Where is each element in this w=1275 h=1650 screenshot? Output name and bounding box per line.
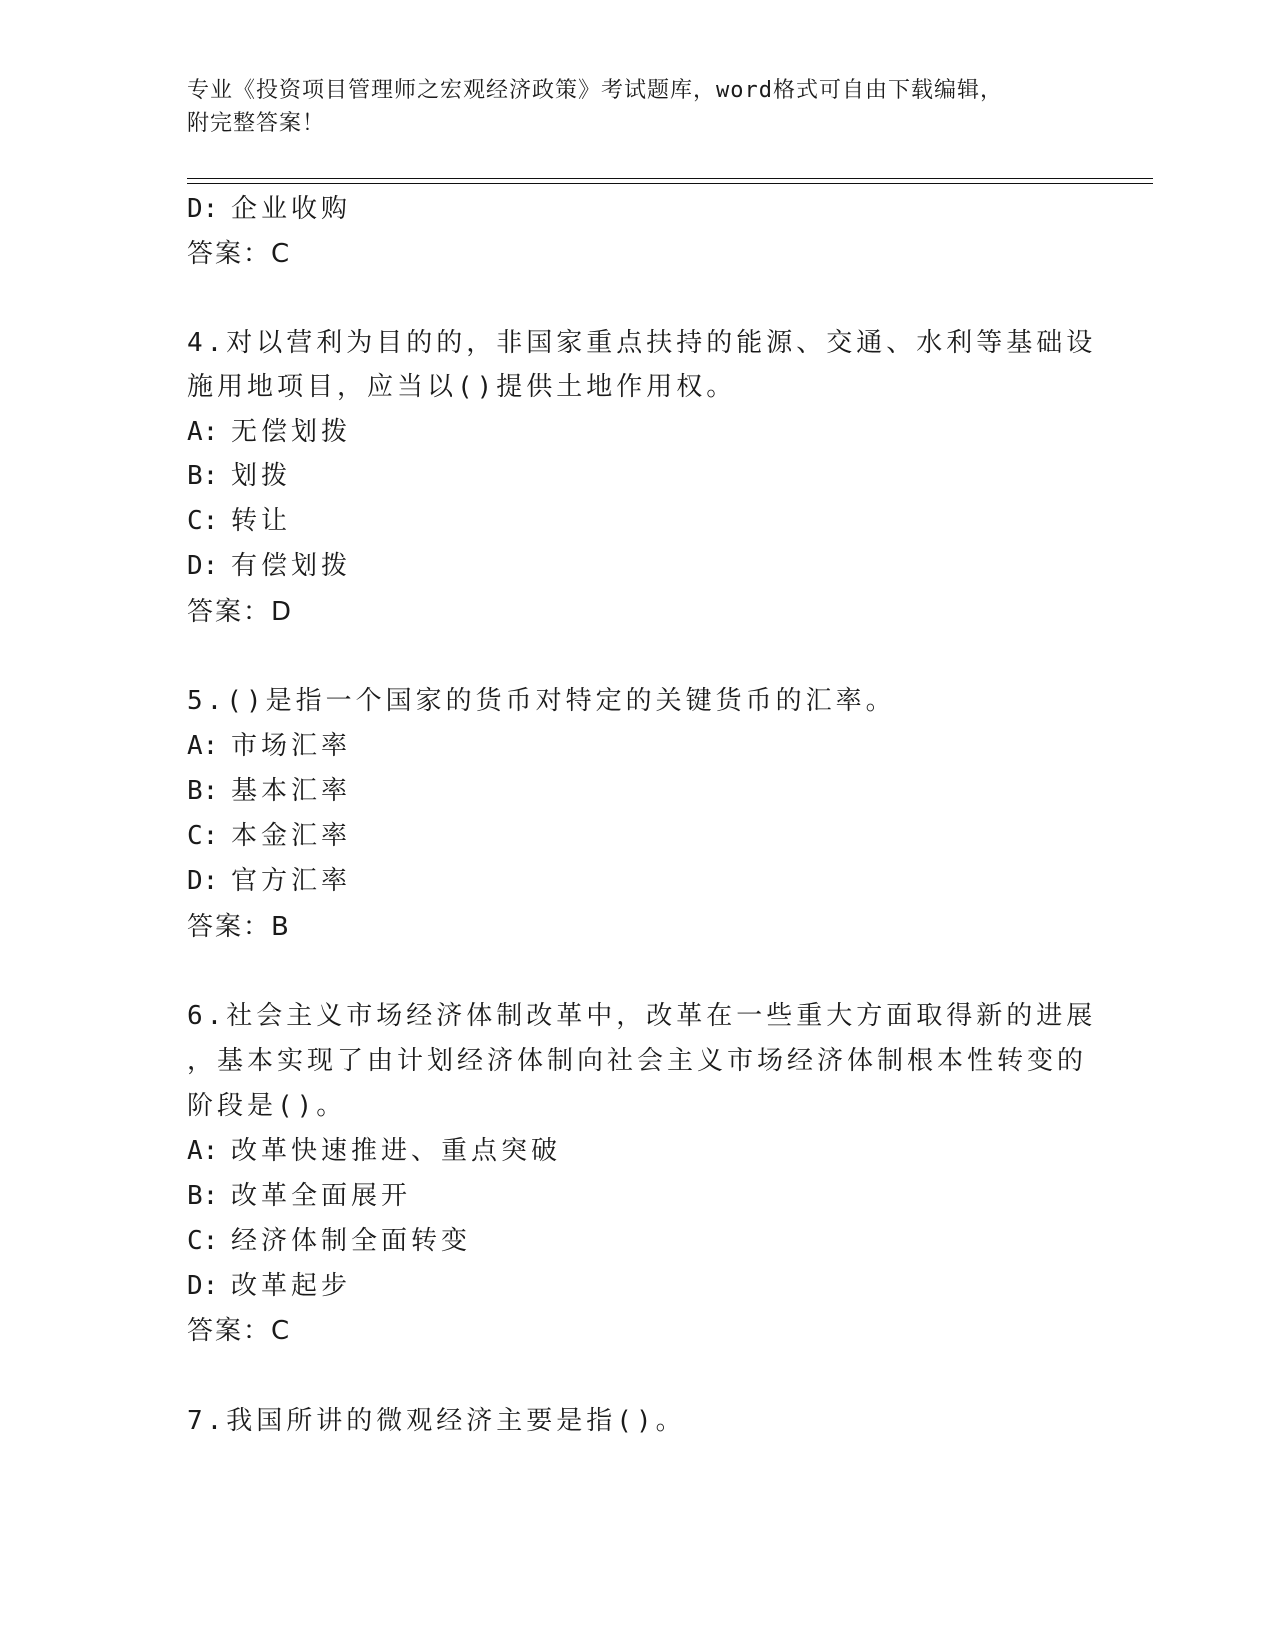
q4-stem-line-1: 4.对以营利为目的的，非国家重点扶持的能源、交通、水利等基础设: [187, 328, 1097, 358]
option-letter: B:: [187, 776, 219, 806]
option-letter: A:: [187, 731, 219, 761]
prev-answer: 答案：C: [187, 239, 292, 269]
q6-option-a: [187, 1136, 561, 1166]
q6-stem-line-1: 6.社会主义市场经济体制改革中，改革在一些重大方面取得新的进展: [187, 1001, 1097, 1031]
q5-answer: 答案：B: [187, 912, 291, 942]
option-letter: B:: [187, 1181, 219, 1211]
q4-option-b: [187, 461, 291, 491]
header-divider-bottom: [187, 183, 1153, 184]
q6-option-c: [187, 1226, 471, 1256]
q6-option-b: [187, 1181, 411, 1211]
option-text: 改革起步: [231, 1271, 352, 1301]
option-text: 有偿划拨: [231, 551, 352, 581]
document-header: [187, 74, 1067, 140]
q4-option-d: [187, 551, 351, 581]
q5-option-d: [187, 866, 351, 896]
option-text: 改革快速推进、重点突破: [231, 1136, 562, 1166]
option-text: 划拨: [231, 461, 292, 491]
q4-answer: 答案：D: [187, 597, 294, 627]
header-line-1: 专业《投资项目管理师之宏观经济政策》考试题库，word格式可自由下载编辑，: [187, 78, 1003, 103]
option-text: 市场汇率: [231, 731, 352, 761]
option-text: 无偿划拨: [231, 417, 352, 447]
header-divider-top: [187, 178, 1153, 179]
q6-stem-line-3: 阶段是()。: [187, 1091, 347, 1121]
option-text: 转让: [231, 506, 292, 536]
option-letter: C:: [187, 1226, 219, 1256]
q4-stem-line-2: 施用地项目，应当以()提供土地作用权。: [187, 372, 737, 402]
option-letter: A:: [187, 1136, 219, 1166]
q6-stem-line-2: ，基本实现了由计划经济体制向社会主义市场经济体制根本性转变的: [187, 1046, 1088, 1076]
option-text: 本金汇率: [231, 821, 352, 851]
q6-answer: 答案：C: [187, 1316, 292, 1346]
prev-option-d: [187, 194, 351, 224]
q5-option-c: [187, 821, 351, 851]
q4-option-c: [187, 506, 291, 536]
q4-option-a: [187, 417, 351, 447]
q6-option-d: [187, 1271, 351, 1301]
q5-option-a: [187, 731, 351, 761]
option-letter: C:: [187, 506, 219, 536]
option-text: 企业收购: [231, 194, 352, 224]
option-letter: B:: [187, 461, 219, 491]
option-letter: A:: [187, 417, 219, 447]
option-text: 官方汇率: [231, 866, 352, 896]
option-letter: D:: [187, 866, 219, 896]
header-line-2: 附完整答案！: [187, 111, 326, 136]
option-letter: D:: [187, 551, 219, 581]
q5-option-b: [187, 776, 351, 806]
q5-stem-line-1: 5.()是指一个国家的货币对特定的关键货币的汇率。: [187, 686, 896, 716]
option-text: 经济体制全面转变: [231, 1226, 472, 1256]
option-text: 基本汇率: [231, 776, 352, 806]
option-letter: C:: [187, 821, 219, 851]
q7-stem-line-1: 7.我国所讲的微观经济主要是指()。: [187, 1406, 686, 1436]
option-letter: D:: [187, 194, 219, 224]
option-letter: D:: [187, 1271, 219, 1301]
option-text: 改革全面展开: [231, 1181, 412, 1211]
